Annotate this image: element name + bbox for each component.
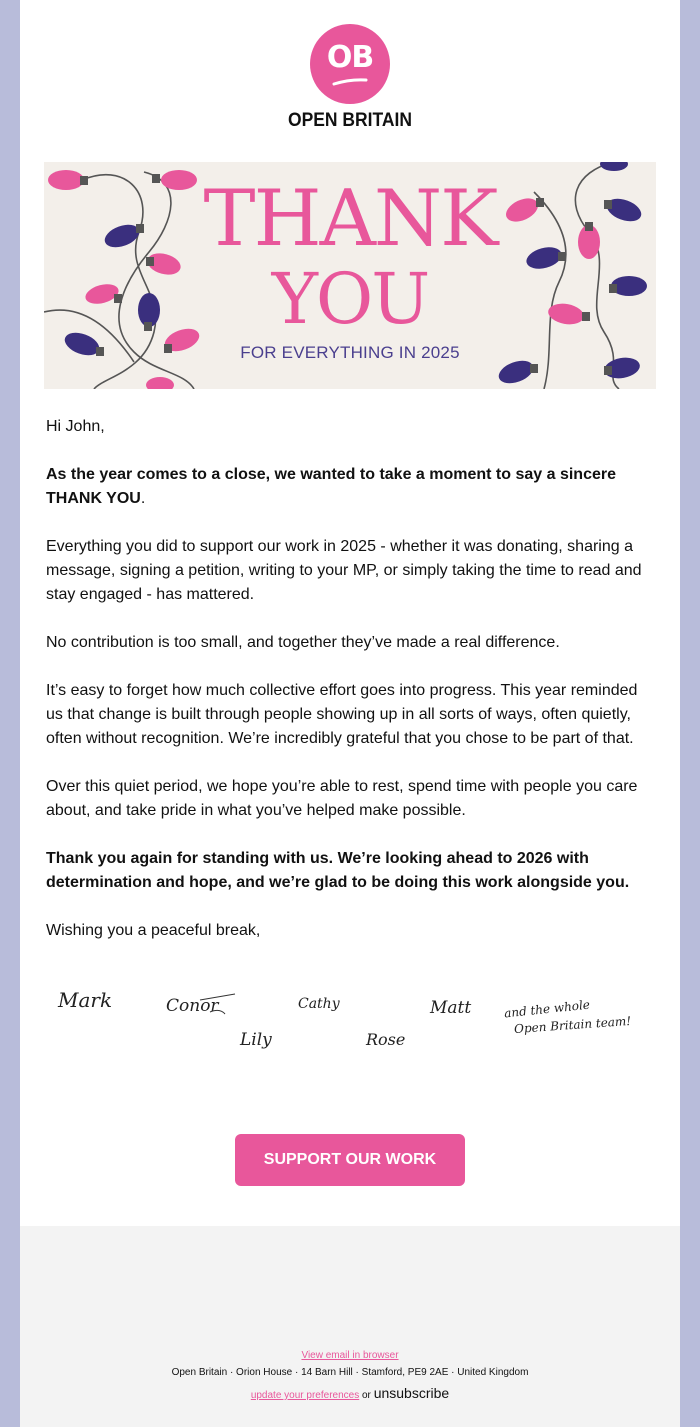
- footer: [20, 1226, 680, 1427]
- intro-bold: As the year comes to a close, we wanted to take a moment to say a sincere THANK YOU: [46, 466, 616, 507]
- footer-preferences-row: [20, 1385, 680, 1401]
- signature-lily: Lily: [240, 1030, 272, 1050]
- signature-conor: Conor: [166, 996, 219, 1016]
- signature-conor-flourish: [180, 990, 240, 1020]
- logo-monogram: OB: [326, 40, 374, 75]
- paragraph-support: Everything you did to support our work in 2025 - whether it was donating, sharing a message, signing a petition, writing to your MP, or simply taking the time to read and stay engaged - has mattered.: [46, 538, 642, 603]
- paragraph-contribution: No contribution is too small, and together they’ve made a real difference.: [46, 634, 560, 651]
- thank-you-banner: [44, 162, 656, 389]
- signoff: Wishing you a peaceful break,: [46, 922, 261, 939]
- signature-cathy: Cathy: [298, 996, 340, 1012]
- signature-team-line1: and the whole: [503, 997, 591, 1021]
- intro-paragraph: [46, 463, 656, 511]
- banner-thank: THANK: [203, 174, 497, 264]
- view-in-browser-link[interactable]: View email in browser: [301, 1350, 399, 1361]
- paragraph-collective: It’s easy to forget how much collective effort goes into progress. This year reminded us that change is built through people showing up in all sorts of ways, often quietly, often without recognition. We’re incredibly grateful that you chose to be part of that.: [46, 682, 638, 747]
- email-body: [46, 415, 656, 967]
- logo-swoosh-icon: [332, 77, 368, 87]
- support-our-work-button[interactable]: SUPPORT OUR WORK: [235, 1134, 465, 1186]
- footer-or: or: [362, 1390, 371, 1401]
- footer-address: Open Britain · Orion House · 14 Barn Hill · Stamford, PE9 2AE · United Kingdom: [171, 1367, 529, 1378]
- signature-rose: Rose: [366, 1030, 406, 1049]
- banner-subtitle: FOR EVERYTHING IN 2025: [240, 343, 460, 362]
- intro-end: .: [140, 490, 146, 507]
- brand-name: OPEN BRITAIN: [288, 110, 412, 131]
- signature-mark: Mark: [58, 988, 113, 1012]
- paragraph-rest: Over this quiet period, we hope you’re able to rest, spend time with people you care about, and take pride in what you’ve helped make possible.: [46, 778, 638, 819]
- logo-mark: [310, 24, 390, 104]
- update-preferences-link[interactable]: update your preferences: [250, 1390, 360, 1401]
- banner-you: YOU: [271, 258, 429, 340]
- unsubscribe-link[interactable]: unsubscribe: [373, 1385, 450, 1401]
- closing-bold-paragraph: [46, 847, 656, 895]
- view-in-browser-row: [20, 1350, 680, 1361]
- greeting: Hi John,: [46, 418, 105, 435]
- closing-bold: Thank you again for standing with us. We’re looking ahead to 2026 with determination and hope, and we’re glad to be doing this work alongside you.: [46, 850, 630, 891]
- signature-team-line2: Open Britain team!: [513, 1013, 632, 1037]
- header-logo: [20, 24, 680, 132]
- signature-matt: Matt: [430, 998, 472, 1018]
- email-sheet: [20, 0, 680, 1427]
